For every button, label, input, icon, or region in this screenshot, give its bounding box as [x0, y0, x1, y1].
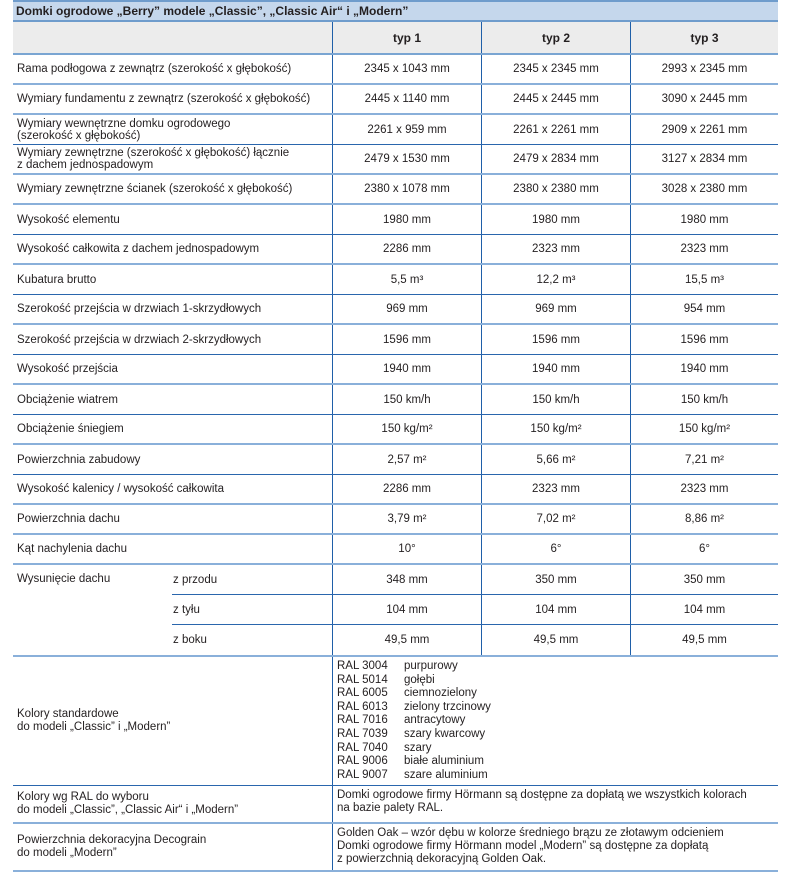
row-value-typ3: 150 km/h — [630, 385, 778, 414]
ral-color-name: purpurowy — [404, 660, 458, 672]
ral-colors-label — [13, 786, 332, 822]
row-value-typ2: 2345 x 2345 mm — [481, 55, 630, 83]
row-label: Obciążenie śniegiem — [17, 423, 124, 435]
overhang-sublabel: z tyłu — [173, 603, 200, 616]
row-value-typ2: 150 kg/m² — [481, 415, 630, 443]
row-value-typ3: 150 kg/m² — [630, 415, 778, 443]
row-label-line2: z dachem jednospadowym — [17, 159, 154, 171]
header-empty-cell — [13, 22, 332, 53]
table-title: Domki ogrodowe „Berry” modele „Classic”, „Classic Air“ i „Modern” — [13, 0, 778, 22]
specs-table — [13, 0, 778, 872]
row-label: Wymiary fundamentu z zewnątrz (szerokość x głębokość) — [17, 93, 311, 105]
column-header-typ3: typ 3 — [630, 22, 778, 53]
ral-color-item — [337, 755, 778, 769]
row-value-typ1: 969 mm — [332, 295, 481, 323]
overhang-label: Wysunięcie dachu — [17, 573, 111, 585]
ral-colors-label-line1: Kolory wg RAL do wyboru — [17, 791, 149, 803]
ral-color-name: białe aluminium — [404, 755, 484, 768]
row-value-typ3: 2993 x 2345 mm — [630, 55, 778, 83]
row-value-typ3: 1596 mm — [630, 325, 778, 354]
row-value-typ3: 2323 mm — [630, 235, 778, 263]
ral-code: RAL 7016 — [337, 714, 388, 727]
ral-code: RAL 7040 — [337, 741, 388, 754]
standard-colors-list — [332, 657, 778, 785]
table-row — [13, 295, 778, 325]
decograin-text-line1: Golden Oak – wzór dębu w kolorze średniego brązu ze złotawym odcieniem — [337, 827, 724, 839]
table-row — [13, 205, 778, 235]
overhang-subrows — [172, 565, 778, 655]
row-value-typ1: 5,5 m³ — [332, 265, 481, 294]
ral-color-name: szary — [404, 741, 432, 754]
column-header-typ1: typ 1 — [332, 22, 481, 53]
overhang-value-typ1: 104 mm — [332, 595, 481, 624]
row-value-typ2: 7,02 m² — [481, 505, 630, 533]
ral-code: RAL 5014 — [337, 673, 388, 686]
row-value-typ1: 2261 x 959 mm — [332, 115, 481, 144]
ral-color-name: szare aluminium — [404, 768, 488, 781]
row-value-typ1: 2,57 m² — [332, 445, 481, 474]
ral-color-item — [337, 687, 778, 701]
decograin-text — [332, 824, 778, 870]
row-value-typ2: 2445 x 2445 mm — [481, 85, 630, 113]
row-value-typ2: 2479 x 2834 mm — [481, 145, 630, 173]
table-row — [13, 265, 778, 295]
row-value-typ1: 1596 mm — [332, 325, 481, 354]
table-row — [13, 475, 778, 505]
overhang-sublabel: z boku — [173, 634, 207, 646]
row-label: Wymiary zewnętrzne ścianek (szerokość x głębokość) — [17, 183, 293, 195]
row-label — [13, 115, 332, 144]
decograin-text-line3: z powierzchnią dekoracyjną Golden Oak. — [337, 853, 547, 865]
overhang-value-typ3: 104 mm — [630, 595, 778, 624]
decograin-text-line2: Domki ogrodowe firmy Hörmann model „Modern” są dostępne za dopłatą — [337, 840, 709, 852]
ral-colors-label-line2: do modeli „Classic”, „Classic Air“ i „Modern” — [17, 804, 239, 816]
row-value-typ2: 1940 mm — [481, 355, 630, 383]
row-label-line2: (szerokość x głębokość) — [17, 129, 141, 142]
table-row — [13, 145, 778, 175]
row-value-typ1: 150 kg/m² — [332, 415, 481, 443]
overhang-subrow — [172, 595, 778, 625]
row-value-typ3: 15,5 m³ — [630, 265, 778, 294]
ral-code: RAL 6013 — [337, 700, 388, 713]
row-value-typ1: 10° — [332, 535, 481, 563]
row-value-typ3: 2323 mm — [630, 475, 778, 503]
row-value-typ2: 2323 mm — [481, 235, 630, 263]
table-row — [13, 535, 778, 565]
table-row — [13, 385, 778, 415]
overhang-value-typ1: 348 mm — [332, 565, 481, 594]
overhang-subrow — [172, 565, 778, 595]
ral-colors-text — [332, 786, 778, 822]
ral-code: RAL 3004 — [337, 660, 388, 672]
row-value-typ3: 3090 x 2445 mm — [630, 85, 778, 113]
table-row — [13, 85, 778, 115]
decograin-label — [13, 824, 332, 870]
row-value-typ1: 2445 x 1140 mm — [332, 85, 481, 113]
row-label: Kubatura brutto — [17, 273, 97, 286]
row-label: Szerokość przejścia w drzwiach 2-skrzydłowych — [17, 333, 262, 346]
row-label: Szerokość przejścia w drzwiach 1-skrzydłowych — [17, 303, 262, 315]
ral-code: RAL 7039 — [337, 727, 388, 740]
row-value-typ2: 1596 mm — [481, 325, 630, 354]
row-value-typ2: 2261 x 2261 mm — [481, 115, 630, 144]
row-value-typ1: 2286 mm — [332, 475, 481, 503]
row-label: Kąt nachylenia dachu — [17, 543, 127, 555]
row-value-typ3: 8,86 m² — [630, 505, 778, 533]
ral-color-item — [337, 742, 778, 756]
table-row — [13, 115, 778, 145]
standard-colors-label — [13, 657, 332, 785]
table-row — [13, 55, 778, 85]
row-value-typ2: 2323 mm — [481, 475, 630, 503]
row-value-typ3: 2909 x 2261 mm — [630, 115, 778, 144]
header-row — [13, 22, 778, 55]
row-label: Wysokość całkowita z dachem jednospadowym — [17, 243, 260, 255]
row-value-typ2: 969 mm — [481, 295, 630, 323]
overhang-sublabel: z przodu — [173, 573, 218, 586]
table-row — [13, 415, 778, 445]
row-label: Powierzchnia zabudowy — [17, 453, 141, 466]
row-value-typ1: 1940 mm — [332, 355, 481, 383]
overhang-value-typ3: 350 mm — [630, 565, 778, 594]
ral-code: RAL 6005 — [337, 687, 388, 700]
row-value-typ3: 954 mm — [630, 295, 778, 323]
ral-color-item — [337, 674, 778, 688]
row-value-typ3: 1980 mm — [630, 205, 778, 234]
row-value-typ1: 3,79 m² — [332, 505, 481, 533]
row-label: Wysokość przejścia — [17, 363, 118, 375]
row-value-typ1: 2345 x 1043 mm — [332, 55, 481, 83]
table-row — [13, 445, 778, 475]
overhang-value-typ1: 49,5 mm — [332, 625, 481, 655]
ral-color-item — [337, 660, 778, 674]
ral-color-name: ciemnozielony — [404, 687, 477, 700]
table-row — [13, 235, 778, 265]
row-label: Powierzchnia dachu — [17, 513, 120, 525]
row-value-typ2: 1980 mm — [481, 205, 630, 234]
table-row — [13, 325, 778, 355]
decograin-label-line1: Powierzchnia dekoracyjna Decograin — [17, 834, 207, 846]
ral-color-item — [337, 714, 778, 728]
ral-color-item — [337, 769, 778, 783]
ral-colors-text-line1: Domki ogrodowe firmy Hörmann są dostępne za dopłatą we wszystkich kolorach — [337, 789, 747, 801]
table-row — [13, 175, 778, 205]
row-label: Wysokość kalenicy / wysokość całkowita — [17, 483, 224, 495]
column-header-typ2: typ 2 — [481, 22, 630, 53]
table-row — [13, 355, 778, 385]
ral-code: RAL 9006 — [337, 755, 388, 768]
row-label: Rama podłogowa z zewnątrz (szerokość x głębokość) — [17, 63, 292, 75]
standard-colors-label-line2: do modeli „Classic” i „Modern” — [17, 721, 171, 733]
table-row — [13, 505, 778, 535]
row-value-typ1: 1980 mm — [332, 205, 481, 234]
row-value-typ1: 2380 x 1078 mm — [332, 175, 481, 203]
ral-color-name: zielony trzcinowy — [404, 700, 491, 713]
ral-color-item — [337, 728, 778, 742]
row-value-typ3: 7,21 m² — [630, 445, 778, 474]
ral-colors-row — [13, 786, 778, 824]
row-label — [13, 145, 332, 173]
row-label-line1: Wymiary zewnętrzne (szerokość x głębokość) łącznie — [17, 147, 290, 159]
row-value-typ1: 2286 mm — [332, 235, 481, 263]
ral-code: RAL 9007 — [337, 768, 388, 781]
row-value-typ3: 6° — [630, 535, 778, 563]
row-value-typ3: 3028 x 2380 mm — [630, 175, 778, 203]
row-value-typ3: 1940 mm — [630, 355, 778, 383]
ral-color-name: szary kwarcowy — [404, 727, 486, 740]
row-value-typ1: 150 km/h — [332, 385, 481, 414]
overhang-value-typ2: 350 mm — [481, 565, 630, 594]
decograin-label-line2: do modeli „Modern” — [17, 847, 117, 859]
standard-colors-row — [13, 657, 778, 786]
row-label: Obciążenie wiatrem — [17, 393, 118, 406]
ral-color-item — [337, 701, 778, 715]
row-label-line1: Wymiary wewnętrzne domku ogrodowego — [17, 117, 231, 130]
row-value-typ2: 2380 x 2380 mm — [481, 175, 630, 203]
overhang-value-typ2: 49,5 mm — [481, 625, 630, 655]
row-label: Wysokość elementu — [17, 213, 120, 226]
row-value-typ3: 3127 x 2834 mm — [630, 145, 778, 173]
overhang-subrow — [172, 625, 778, 655]
row-value-typ2: 6° — [481, 535, 630, 563]
ral-color-name: gołębi — [404, 673, 435, 686]
overhang-group — [13, 565, 778, 657]
table-body — [13, 55, 778, 565]
ral-colors-text-line2: na bazie palety RAL. — [337, 802, 444, 814]
row-value-typ2: 5,66 m² — [481, 445, 630, 474]
overhang-value-typ2: 104 mm — [481, 595, 630, 624]
row-value-typ2: 150 km/h — [481, 385, 630, 414]
row-value-typ2: 12,2 m³ — [481, 265, 630, 294]
decograin-row — [13, 824, 778, 872]
row-value-typ1: 2479 x 1530 mm — [332, 145, 481, 173]
standard-colors-label-line1: Kolory standardowe — [17, 708, 119, 720]
ral-color-name: antracytowy — [404, 714, 466, 727]
overhang-value-typ3: 49,5 mm — [630, 625, 778, 655]
